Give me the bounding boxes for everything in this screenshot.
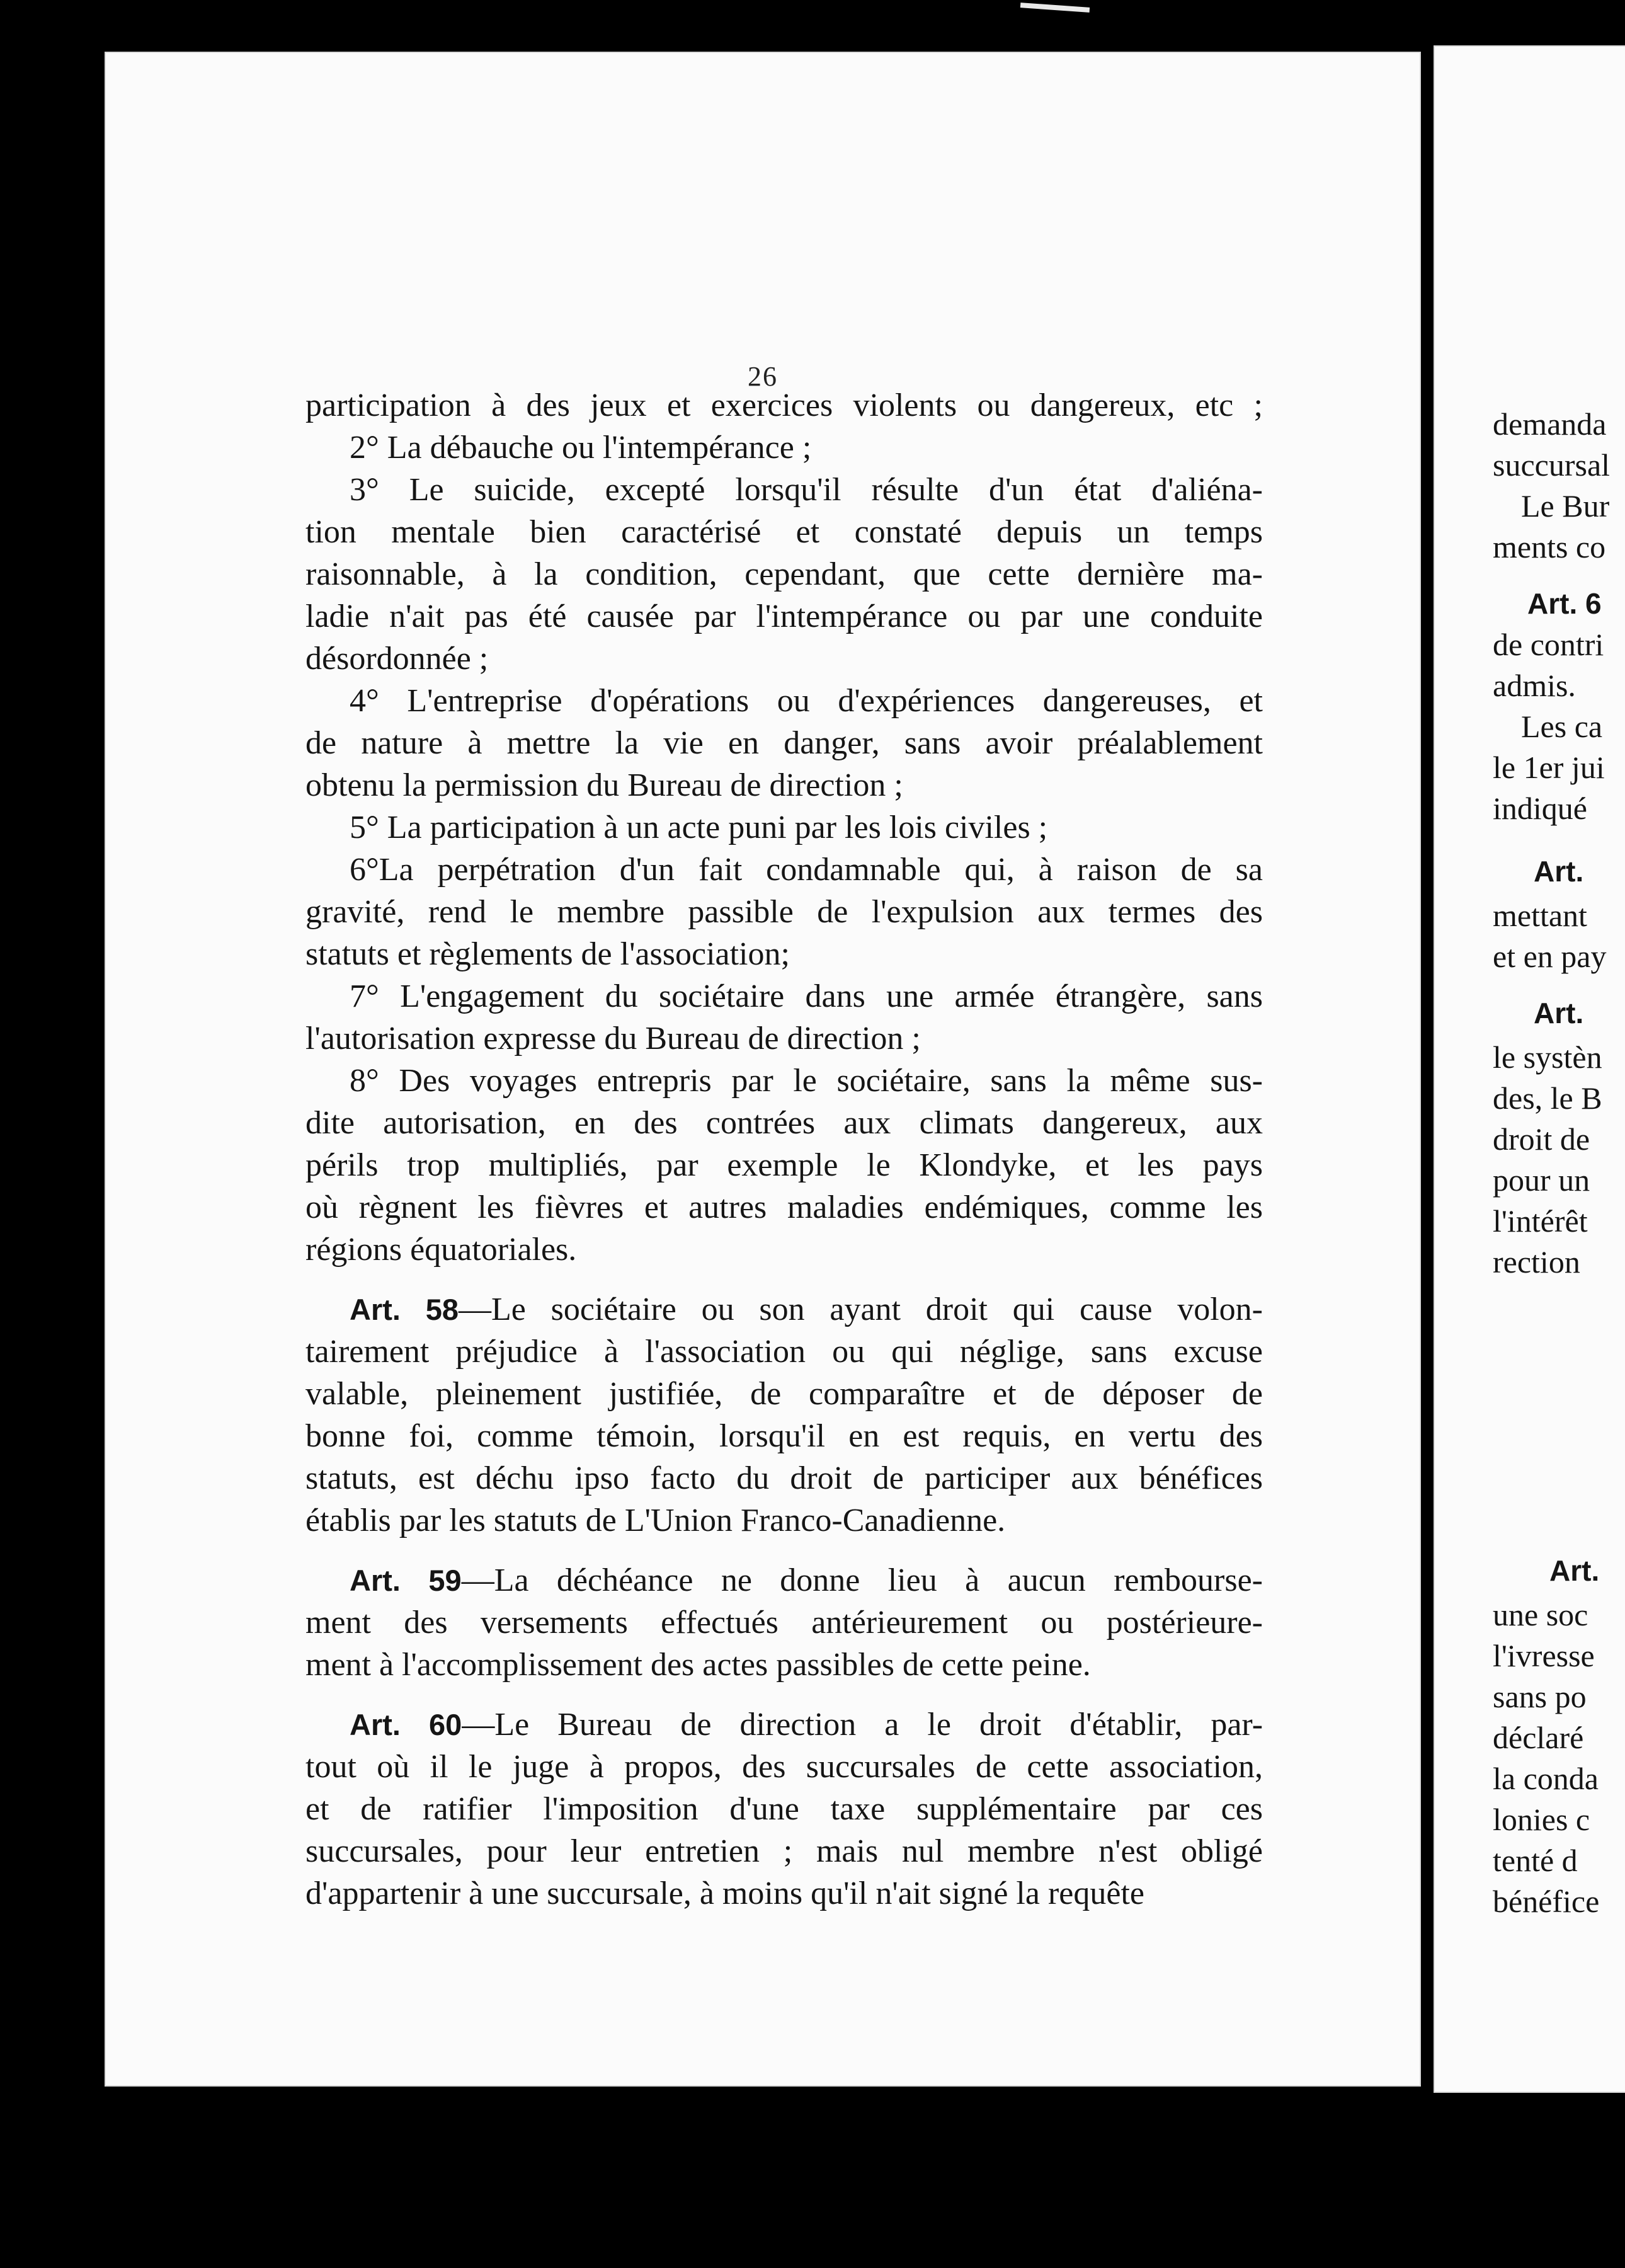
text-line: 7° L'engagement du sociétaire dans une armée étrangère, sans <box>350 978 1263 1014</box>
right-text-fragment: rection <box>1493 1244 1580 1280</box>
right-text-fragment: le 1er jui <box>1493 750 1605 785</box>
text-line: 5° La participation à un acte puni par les lois civiles ; <box>350 810 1048 845</box>
text-line: ment à l'accomplissement des actes passibles de cette peine. <box>305 1647 1091 1683</box>
text-line: ladie n'ait pas été causée par l'intempérance ou par une conduite <box>305 598 1263 634</box>
right-page-text-fragments <box>1493 0 1625 2268</box>
text-line: dite autorisation, en des contrées aux climats dangereux, aux <box>305 1105 1263 1141</box>
right-text-fragment: droit de <box>1493 1121 1590 1157</box>
right-text-fragment: de contri <box>1493 627 1604 662</box>
right-text-fragment: demanda <box>1493 406 1607 442</box>
text-line: 3° Le suicide, excepté lorsqu'il résulte d'un état d'aliéna- <box>350 472 1263 508</box>
paragraph-gap <box>305 1542 1263 1559</box>
text-line: gravité, rend le membre passible de l'expulsion aux termes des <box>305 894 1263 930</box>
right-text-fragment: l'intérêt <box>1493 1203 1588 1239</box>
right-text-fragment: admis. <box>1493 668 1576 703</box>
right-text-fragment: indiqué <box>1493 791 1587 826</box>
right-text-fragment: pour un <box>1493 1162 1590 1198</box>
scan-artifact <box>1020 3 1090 13</box>
right-text-fragment: tenté d <box>1493 1843 1578 1878</box>
article-heading-line <box>305 1559 1263 1601</box>
text-line: 4° L'entreprise d'opérations ou d'expériences dangereuses, et <box>350 683 1263 719</box>
text-line: de nature à mettre la vie en danger, sans avoir préalablement <box>305 725 1263 761</box>
right-text-fragment: lonies c <box>1493 1802 1590 1837</box>
article-text: —Le Bureau de direction a le droit d'établir, par- <box>462 1707 1263 1743</box>
text-line: tairement préjudice à l'association ou qui néglige, sans excuse <box>305 1334 1263 1370</box>
right-text-fragment: Les ca <box>1521 709 1603 744</box>
page-number: 26 <box>748 361 778 392</box>
text-line: régions équatoriales. <box>305 1232 577 1268</box>
right-text-fragment: mettant <box>1493 898 1587 933</box>
right-text-fragment: bénéfice <box>1493 1884 1600 1919</box>
text-line: périls trop multipliés, par exemple le Klondyke, et les pays <box>305 1147 1263 1183</box>
paragraph-gap <box>305 1271 1263 1288</box>
right-text-fragment: succursal <box>1493 447 1611 483</box>
text-line: 2° La débauche ou l'intempérance ; <box>350 430 812 466</box>
text-line: statuts, est déchu ipso facto du droit de participer aux bénéfices <box>305 1460 1263 1496</box>
right-text-fragment: déclaré <box>1493 1720 1584 1755</box>
right-text-fragment: la conda <box>1493 1761 1599 1796</box>
text-line: tion mentale bien caractérisé et constaté depuis un temps <box>305 514 1263 550</box>
article-heading-line <box>305 1288 1263 1331</box>
text-line: et de ratifier l'imposition d'une taxe supplémentaire par ces <box>305 1791 1263 1827</box>
left-page-body <box>305 384 1263 1915</box>
right-text-fragment: ments co <box>1493 529 1606 564</box>
text-line: participation à des jeux et exercices violents ou dangereux, etc ; <box>305 387 1263 423</box>
text-line: raisonnable, à la condition, cependant, que cette dernière ma- <box>305 556 1263 592</box>
right-text-fragment: le systèn <box>1493 1040 1602 1075</box>
text-line: valable, pleinement justifiée, de comparaître et de déposer de <box>305 1376 1263 1412</box>
right-article-label: Art. <box>1534 855 1584 888</box>
text-line: l'autorisation expresse du Bureau de direction ; <box>305 1021 921 1057</box>
text-line: établis par les statuts de L'Union Franco-Canadienne. <box>305 1503 1006 1538</box>
right-text-fragment: des, le B <box>1493 1080 1602 1116</box>
text-line: bonne foi, comme témoin, lorsqu'il en est requis, en vertu des <box>305 1418 1263 1454</box>
text-line: d'appartenir à une succursale, à moins qu'il n'ait signé la requête <box>305 1876 1144 1911</box>
article-label: Art. 60 <box>350 1708 462 1741</box>
text-line: où règnent les fièvres et autres maladies endémiques, comme les <box>305 1189 1263 1225</box>
right-article-label: Art. <box>1549 1554 1600 1587</box>
article-label: Art. 59 <box>350 1564 462 1597</box>
paragraph-gap <box>305 1686 1263 1704</box>
article-heading-line <box>305 1704 1263 1746</box>
article-text: —Le sociétaire ou son ayant droit qui cause volon- <box>459 1292 1263 1327</box>
right-article-label: Art. <box>1534 997 1584 1029</box>
text-line: ment des versements effectués antérieurement ou postérieure- <box>305 1605 1263 1641</box>
right-article-label: Art. 6 <box>1527 587 1602 620</box>
right-text-fragment: l'ivresse <box>1493 1638 1595 1673</box>
article-text: —La déchéance ne donne lieu à aucun rembourse- <box>461 1562 1263 1598</box>
article-label: Art. 58 <box>350 1293 459 1326</box>
right-text-fragment: sans po <box>1493 1679 1587 1714</box>
right-text-fragment: une soc <box>1493 1597 1588 1632</box>
text-line: 8° Des voyages entrepris par le sociétaire, sans la même sus- <box>350 1063 1263 1099</box>
text-line: succursales, pour leur entretien ; mais nul membre n'est obligé <box>305 1833 1263 1869</box>
right-text-fragment: et en pay <box>1493 939 1607 974</box>
text-line: obtenu la permission du Bureau de direction ; <box>305 767 903 803</box>
text-line: désordonnée ; <box>305 641 489 677</box>
text-line: statuts et règlements de l'association; <box>305 936 790 972</box>
text-line: tout où il le juge à propos, des succursales de cette association, <box>305 1749 1263 1785</box>
text-line: 6°La perpétration d'un fait condamnable qui, à raison de sa <box>350 852 1263 888</box>
right-text-fragment: Le Bur <box>1521 488 1610 524</box>
